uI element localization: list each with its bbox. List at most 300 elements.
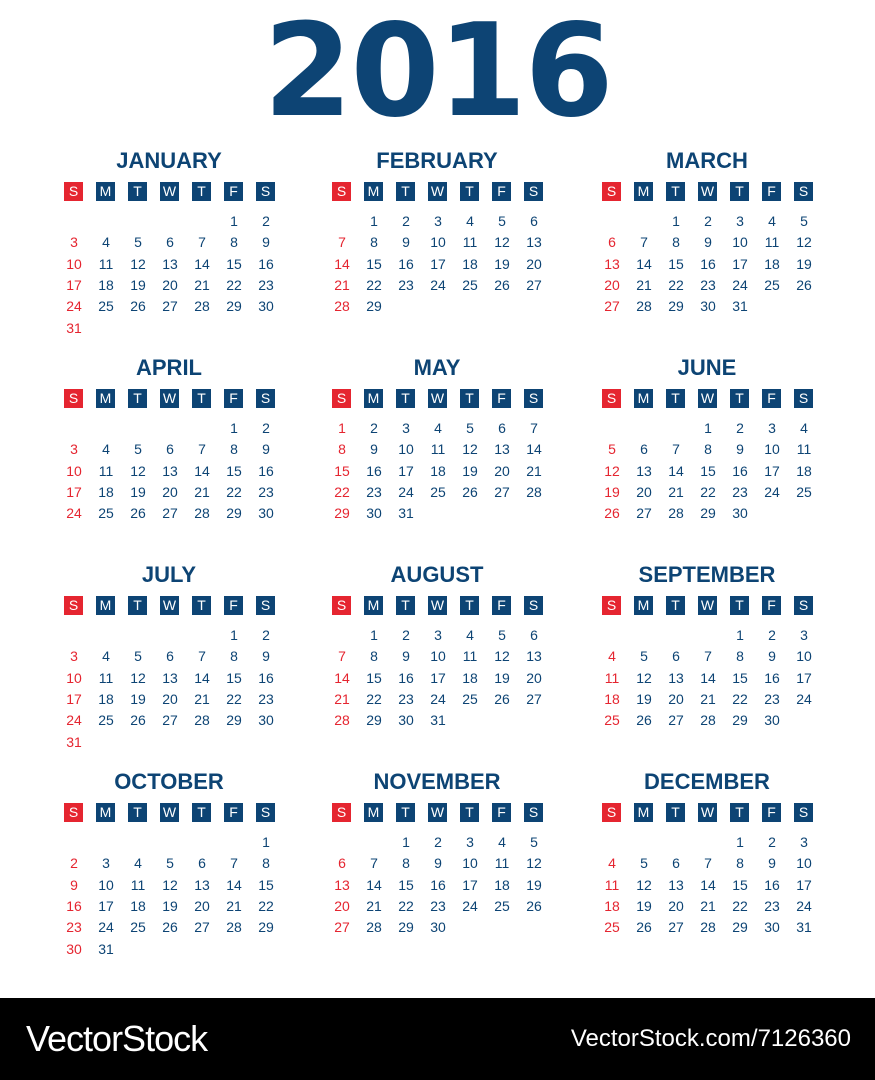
day-cell: 21: [334, 690, 350, 707]
weekday-header: M: [634, 182, 653, 201]
day-cell: 28: [194, 712, 210, 729]
day-cell: 17: [796, 669, 812, 686]
day-cell: 30: [764, 919, 780, 936]
day-cell: 19: [130, 690, 146, 707]
day-cell: 22: [258, 897, 274, 914]
month-name: FEBRUARY: [376, 148, 498, 173]
day-cell: 27: [636, 505, 652, 522]
weekday-header: S: [332, 389, 351, 408]
day-cell: 29: [398, 919, 414, 936]
day-cell: 26: [526, 897, 542, 914]
day-cell: 8: [672, 234, 680, 251]
day-cell: 16: [258, 462, 274, 479]
day-cell: 26: [462, 483, 478, 500]
weekday-header: S: [332, 182, 351, 201]
day-cell: 4: [466, 627, 474, 643]
day-cell: 4: [466, 213, 474, 229]
day-cell: 23: [398, 276, 414, 293]
day-cell: 11: [430, 441, 446, 458]
day-cell: 7: [640, 234, 648, 251]
weekday-header: T: [396, 596, 415, 615]
day-cell: 13: [604, 255, 620, 272]
day-cell: 4: [608, 855, 616, 872]
month-name: SEPTEMBER: [638, 562, 776, 587]
day-cell: 8: [704, 441, 712, 458]
day-cell: 5: [498, 627, 506, 643]
day-cell: 9: [434, 855, 442, 872]
weekday-header: M: [364, 803, 383, 822]
day-cell: 8: [262, 855, 270, 872]
day-cell: 21: [194, 483, 210, 500]
weekday-header: T: [128, 596, 147, 615]
day-cell: 24: [66, 298, 82, 315]
weekday-header: T: [396, 389, 415, 408]
day-cell: 30: [732, 505, 748, 522]
day-cell: 2: [768, 834, 776, 850]
day-cell: 20: [494, 462, 510, 479]
day-cell: 5: [640, 855, 648, 872]
day-cell: 4: [102, 441, 110, 458]
day-cell: 4: [608, 648, 616, 665]
day-cell: 21: [194, 690, 210, 707]
weekday-header: T: [460, 182, 479, 201]
day-cell: 9: [736, 441, 744, 458]
day-cell: 8: [370, 234, 378, 251]
day-cell: 9: [262, 648, 270, 665]
day-cell: 2: [704, 213, 712, 229]
day-cell: 28: [194, 298, 210, 315]
day-cell: 3: [768, 420, 776, 436]
day-cell: 4: [800, 420, 808, 436]
day-cell: 12: [636, 876, 652, 893]
day-cell: 5: [498, 213, 506, 229]
day-cell: 15: [366, 255, 382, 272]
day-cell: 6: [640, 441, 648, 458]
day-cell: 23: [764, 690, 780, 707]
day-cell: 1: [736, 834, 744, 850]
day-cell: 25: [604, 919, 620, 936]
day-cell: 2: [262, 213, 270, 229]
day-cell: 20: [668, 897, 684, 914]
day-cell: 7: [198, 648, 206, 665]
day-cell: 17: [462, 876, 478, 893]
day-cell: 13: [668, 669, 684, 686]
weekday-header: S: [64, 803, 83, 822]
weekday-header: S: [794, 389, 813, 408]
day-cell: 9: [262, 234, 270, 251]
weekday-header: T: [192, 182, 211, 201]
day-cell: 16: [732, 462, 748, 479]
day-cell: 8: [736, 648, 744, 665]
day-cell: 29: [732, 712, 748, 729]
day-cell: 11: [764, 234, 780, 251]
day-cell: 13: [194, 876, 210, 893]
day-cell: 22: [334, 483, 350, 500]
weekday-header: M: [634, 803, 653, 822]
day-cell: 7: [338, 234, 346, 251]
month-name: MAY: [413, 355, 461, 380]
weekday-header: W: [428, 596, 447, 615]
weekday-header: S: [524, 389, 543, 408]
weekday-header: W: [160, 596, 179, 615]
day-cell: 15: [226, 669, 242, 686]
weekday-header: W: [160, 389, 179, 408]
day-cell: 7: [198, 234, 206, 251]
day-cell: 4: [498, 834, 506, 850]
weekday-header: T: [730, 803, 749, 822]
day-cell: 9: [768, 648, 776, 665]
day-cell: 9: [262, 441, 270, 458]
day-cell: 31: [98, 940, 114, 957]
day-cell: 7: [704, 648, 712, 665]
weekday-header: T: [192, 389, 211, 408]
day-cell: 20: [604, 276, 620, 293]
day-cell: 12: [494, 234, 510, 251]
day-cell: 26: [130, 712, 146, 729]
day-cell: 29: [226, 712, 242, 729]
day-cell: 12: [130, 255, 146, 272]
day-cell: 11: [604, 876, 620, 893]
day-cell: 25: [98, 298, 114, 315]
day-cell: 21: [526, 462, 542, 479]
day-cell: 28: [226, 919, 242, 936]
day-cell: 20: [526, 255, 542, 272]
day-cell: 21: [668, 483, 684, 500]
weekday-header: W: [698, 389, 717, 408]
day-cell: 27: [668, 919, 684, 936]
weekday-header: T: [192, 596, 211, 615]
day-cell: 12: [130, 462, 146, 479]
weekday-header: F: [224, 596, 243, 615]
day-cell: 3: [434, 213, 442, 229]
day-cell: 16: [398, 669, 414, 686]
weekday-header: S: [602, 389, 621, 408]
weekday-header: S: [524, 182, 543, 201]
weekday-header: S: [602, 596, 621, 615]
day-cell: 19: [494, 669, 510, 686]
day-cell: 14: [334, 669, 350, 686]
weekday-header: T: [460, 389, 479, 408]
weekday-header: W: [428, 182, 447, 201]
image-url: VectorStock.com/7126360: [570, 1025, 851, 1052]
weekday-header: T: [192, 803, 211, 822]
day-cell: 18: [462, 669, 478, 686]
day-cell: 29: [226, 505, 242, 522]
day-cell: 19: [636, 897, 652, 914]
day-cell: 25: [604, 712, 620, 729]
day-cell: 10: [430, 234, 446, 251]
day-cell: 31: [66, 733, 82, 750]
day-cell: 12: [636, 669, 652, 686]
day-cell: 6: [166, 441, 174, 458]
day-cell: 10: [398, 441, 414, 458]
day-cell: 24: [98, 919, 114, 936]
day-cell: 26: [636, 712, 652, 729]
day-cell: 12: [462, 441, 478, 458]
day-cell: 27: [334, 919, 350, 936]
day-cell: 29: [732, 919, 748, 936]
day-cell: 12: [162, 876, 178, 893]
day-cell: 6: [672, 648, 680, 665]
weekday-header: F: [762, 803, 781, 822]
day-cell: 30: [700, 298, 716, 315]
watermark-footer: [0, 998, 875, 1080]
weekday-header: F: [762, 182, 781, 201]
day-cell: 10: [66, 255, 82, 272]
day-cell: 23: [732, 483, 748, 500]
day-cell: 22: [226, 483, 242, 500]
day-cell: 18: [98, 276, 114, 293]
day-cell: 19: [130, 483, 146, 500]
day-cell: 21: [194, 276, 210, 293]
day-cell: 20: [526, 669, 542, 686]
day-cell: 12: [494, 648, 510, 665]
day-cell: 1: [338, 420, 346, 436]
day-cell: 17: [66, 483, 82, 500]
day-cell: 20: [162, 483, 178, 500]
weekday-header: T: [666, 389, 685, 408]
day-cell: 24: [796, 897, 812, 914]
day-cell: 29: [258, 919, 274, 936]
day-cell: 23: [258, 690, 274, 707]
weekday-header: M: [364, 596, 383, 615]
day-cell: 16: [66, 897, 82, 914]
month-name: APRIL: [136, 355, 202, 380]
day-cell: 15: [334, 462, 350, 479]
month-name: JULY: [141, 562, 197, 587]
day-cell: 24: [398, 483, 414, 500]
day-cell: 10: [66, 462, 82, 479]
day-cell: 2: [768, 627, 776, 643]
day-cell: 6: [166, 234, 174, 251]
weekday-header: M: [96, 596, 115, 615]
day-cell: 14: [194, 669, 210, 686]
weekday-header: F: [492, 596, 511, 615]
day-cell: 18: [604, 690, 620, 707]
day-cell: 21: [366, 897, 382, 914]
day-cell: 14: [700, 876, 716, 893]
weekday-header: S: [64, 389, 83, 408]
day-cell: 22: [226, 276, 242, 293]
day-cell: 1: [704, 420, 712, 436]
day-cell: 11: [98, 462, 114, 479]
day-cell: 21: [226, 897, 242, 914]
day-cell: 13: [668, 876, 684, 893]
day-cell: 4: [768, 213, 776, 229]
day-cell: 7: [530, 420, 538, 436]
weekday-header: W: [698, 182, 717, 201]
weekday-header: S: [524, 803, 543, 822]
day-cell: 27: [162, 712, 178, 729]
day-cell: 10: [98, 876, 114, 893]
day-cell: 22: [398, 897, 414, 914]
day-cell: 24: [430, 276, 446, 293]
day-cell: 29: [226, 298, 242, 315]
day-cell: 20: [162, 276, 178, 293]
day-cell: 11: [494, 855, 510, 872]
day-cell: 14: [636, 255, 652, 272]
weekday-header: S: [64, 182, 83, 201]
day-cell: 7: [370, 855, 378, 872]
weekday-header: S: [794, 596, 813, 615]
day-cell: 10: [462, 855, 478, 872]
day-cell: 7: [198, 441, 206, 458]
year-title: 2016: [263, 0, 612, 146]
day-cell: 22: [366, 690, 382, 707]
day-cell: 23: [398, 690, 414, 707]
day-cell: 6: [498, 420, 506, 436]
day-cell: 16: [258, 255, 274, 272]
day-cell: 6: [530, 213, 538, 229]
weekday-header: F: [762, 596, 781, 615]
day-cell: 23: [430, 897, 446, 914]
weekday-header: W: [428, 389, 447, 408]
day-cell: 11: [604, 669, 620, 686]
day-cell: 18: [98, 483, 114, 500]
month-name: JUNE: [677, 355, 737, 380]
day-cell: 26: [130, 505, 146, 522]
month-name: NOVEMBER: [373, 769, 501, 794]
weekday-header: T: [460, 596, 479, 615]
day-cell: 16: [366, 462, 382, 479]
day-cell: 2: [70, 855, 78, 872]
day-cell: 22: [732, 897, 748, 914]
day-cell: 16: [764, 876, 780, 893]
day-cell: 31: [796, 919, 812, 936]
day-cell: 6: [166, 648, 174, 665]
day-cell: 8: [230, 234, 238, 251]
day-cell: 2: [262, 420, 270, 436]
day-cell: 27: [668, 712, 684, 729]
day-cell: 19: [636, 690, 652, 707]
day-cell: 2: [370, 420, 378, 436]
day-cell: 17: [66, 276, 82, 293]
day-cell: 26: [796, 276, 812, 293]
day-cell: 29: [366, 298, 382, 315]
day-cell: 5: [800, 213, 808, 229]
weekday-header: S: [256, 596, 275, 615]
day-cell: 22: [732, 690, 748, 707]
weekday-header: W: [160, 182, 179, 201]
day-cell: 1: [370, 627, 378, 643]
weekday-header: T: [128, 182, 147, 201]
day-cell: 8: [230, 648, 238, 665]
day-cell: 11: [462, 648, 478, 665]
day-cell: 4: [134, 855, 142, 872]
day-cell: 6: [198, 855, 206, 872]
day-cell: 4: [102, 234, 110, 251]
day-cell: 30: [258, 298, 274, 315]
day-cell: 2: [402, 627, 410, 643]
day-cell: 17: [764, 462, 780, 479]
day-cell: 30: [398, 712, 414, 729]
day-cell: 10: [796, 648, 812, 665]
weekday-header: T: [460, 803, 479, 822]
weekday-header: T: [666, 803, 685, 822]
day-cell: 26: [494, 690, 510, 707]
day-cell: 24: [462, 897, 478, 914]
day-cell: 19: [462, 462, 478, 479]
day-cell: 18: [796, 462, 812, 479]
day-cell: 30: [430, 919, 446, 936]
weekday-header: T: [666, 596, 685, 615]
weekday-header: S: [332, 596, 351, 615]
day-cell: 18: [98, 690, 114, 707]
day-cell: 30: [258, 712, 274, 729]
weekday-header: M: [634, 596, 653, 615]
weekday-header: S: [332, 803, 351, 822]
month-name: OCTOBER: [114, 769, 224, 794]
day-cell: 2: [736, 420, 744, 436]
weekday-header: T: [666, 182, 685, 201]
day-cell: 10: [66, 669, 82, 686]
weekday-header: S: [256, 803, 275, 822]
day-cell: 10: [764, 441, 780, 458]
day-cell: 29: [668, 298, 684, 315]
month-name: JANUARY: [116, 148, 222, 173]
day-cell: 23: [66, 919, 82, 936]
weekday-header: T: [128, 389, 147, 408]
day-cell: 7: [704, 855, 712, 872]
weekday-header: S: [602, 182, 621, 201]
day-cell: 19: [494, 255, 510, 272]
day-cell: 3: [800, 627, 808, 643]
day-cell: 8: [230, 441, 238, 458]
weekday-header: M: [96, 803, 115, 822]
day-cell: 25: [130, 919, 146, 936]
day-cell: 8: [370, 648, 378, 665]
day-cell: 18: [604, 897, 620, 914]
weekday-header: T: [730, 182, 749, 201]
day-cell: 10: [430, 648, 446, 665]
day-cell: 14: [194, 462, 210, 479]
day-cell: 8: [736, 855, 744, 872]
day-cell: 2: [262, 627, 270, 643]
brand-logo-text: VectorStock: [26, 1018, 208, 1059]
day-cell: 13: [162, 669, 178, 686]
day-cell: 20: [334, 897, 350, 914]
day-cell: 31: [398, 505, 414, 522]
day-cell: 18: [130, 897, 146, 914]
day-cell: 27: [526, 276, 542, 293]
day-cell: 16: [700, 255, 716, 272]
day-cell: 25: [796, 483, 812, 500]
day-cell: 12: [526, 855, 542, 872]
day-cell: 26: [494, 276, 510, 293]
day-cell: 15: [700, 462, 716, 479]
day-cell: 3: [736, 213, 744, 229]
day-cell: 14: [700, 669, 716, 686]
day-cell: 20: [636, 483, 652, 500]
weekday-header: T: [128, 803, 147, 822]
day-cell: 21: [700, 897, 716, 914]
day-cell: 17: [398, 462, 414, 479]
day-cell: 27: [494, 483, 510, 500]
day-cell: 19: [526, 876, 542, 893]
day-cell: 28: [334, 298, 350, 315]
weekday-header: M: [634, 389, 653, 408]
day-cell: 24: [764, 483, 780, 500]
day-cell: 8: [338, 441, 346, 458]
day-cell: 31: [430, 712, 446, 729]
day-cell: 27: [526, 690, 542, 707]
day-cell: 19: [604, 483, 620, 500]
day-cell: 29: [700, 505, 716, 522]
weekday-header: F: [492, 803, 511, 822]
weekday-header: M: [364, 389, 383, 408]
day-cell: 22: [226, 690, 242, 707]
weekday-header: W: [160, 803, 179, 822]
